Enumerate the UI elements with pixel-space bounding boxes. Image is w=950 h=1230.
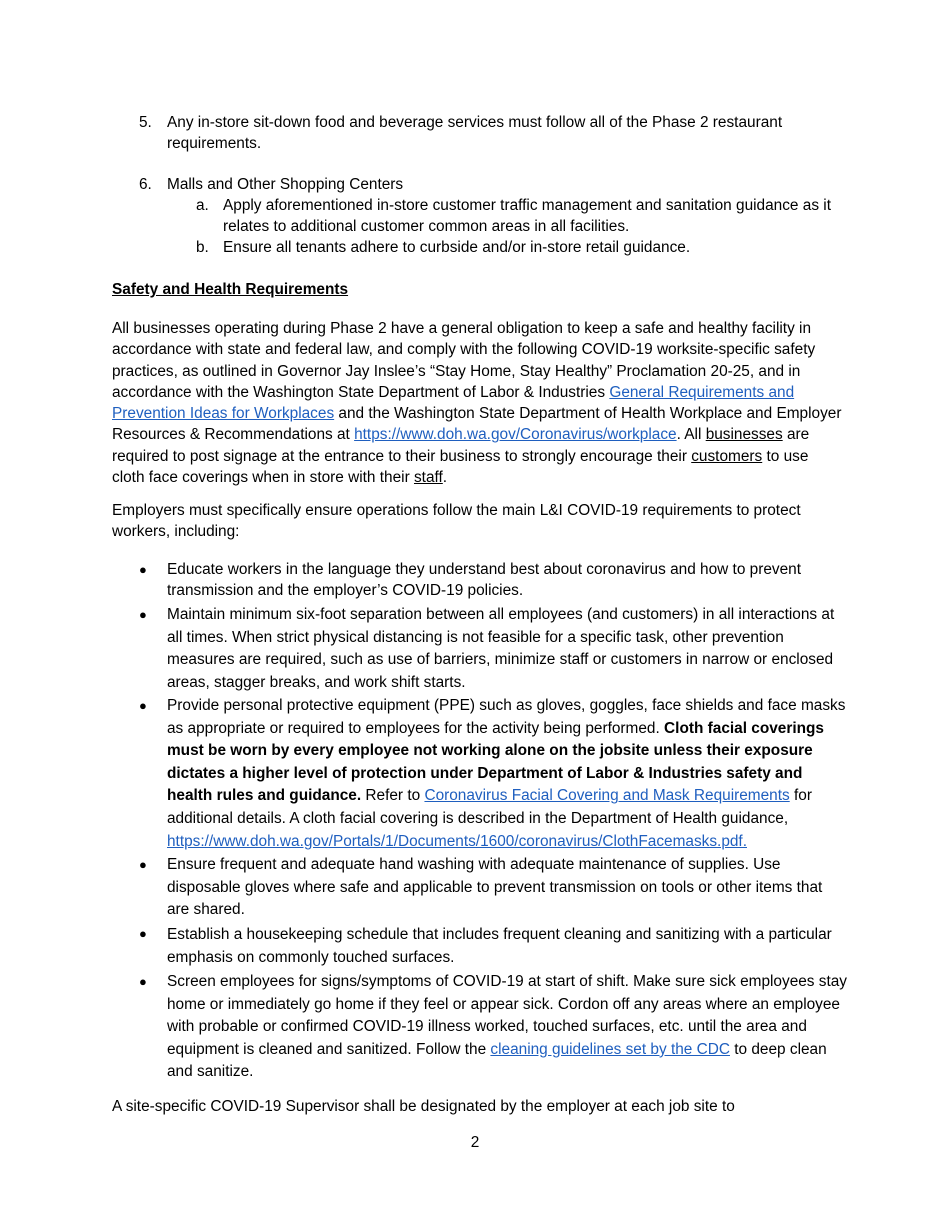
bullet-icon: ● (139, 562, 147, 577)
cdc-cleaning-guidelines-link[interactable]: cleaning guidelines set by the CDC (490, 1040, 730, 1058)
facial-covering-link[interactable]: Coronavirus Facial Covering and Mask Requirements (424, 787, 790, 805)
screen-text-2: to deep clean and sanitize. (167, 1040, 827, 1081)
para1-text-3: . All (676, 426, 706, 444)
para1-text-5: to use cloth face coverings when in store with their (112, 447, 809, 487)
screen-text-1: Screen employees for signs/symptoms of COVID-19 at start of shift. Make sure sick employees stay home or immediately go home if they feel or appear sick. Cordon off any areas where an employee with probable or confirmed COVID-19 illness worked, touched surfaces, etc. until the area and equipment is cleaned and sanitized. Follow the (167, 973, 848, 1058)
list-item-6-text: Malls and Other Shopping Centers (167, 176, 404, 193)
page-number: 2 (470, 1134, 480, 1151)
sub-item-a-letter: a. (196, 197, 209, 214)
bullet-hand-washing: Ensure frequent and adequate hand washing with adequate maintenance of supplies. Use disposable gloves where safe and applicable to prevent transmission on tools or other items that are shared. (167, 856, 823, 919)
list-number-5: 5. (139, 114, 152, 131)
sub-item-b-text: Ensure all tenants adhere to curbside and/or in-store retail guidance. (223, 239, 691, 256)
para1-text-1: All businesses operating during Phase 2 have a general obligation to keep a safe and healthy facility in accordance with state and federal law, and comply with the following COVID-19 worksite-specific safety practices, as outlined in Governor Jay Inslee’s “Stay Home, Stay Healthy” Proclamation 20-25, and in accordance with the Washington State Department of Labor & Industries (112, 320, 816, 401)
para1-text-4: are required to post signage at the entrance to their business to strongly encourage their (112, 426, 810, 465)
bullet-housekeeping: Establish a housekeeping schedule that includes frequent cleaning and sanitizing with a particular emphasis on commonly touched surfaces. (167, 926, 832, 966)
customers-underlined: customers (691, 447, 763, 465)
cloth-facemasks-url-link[interactable]: https://www.doh.wa.gov/Portals/1/Documents/1600/coronavirus/ClothFacemasks.pdf. (167, 832, 747, 850)
doh-workplace-link[interactable]: https://www.doh.wa.gov/Coronavirus/workplace (354, 426, 677, 444)
ppe-bold-text: Cloth facial coverings must be worn by every employee not working alone on the jobsite unless their exposure dictates a higher level of protection under Department of Labor & Industries safety and health rules and guidance. (167, 719, 824, 805)
bullet-icon: ● (139, 926, 147, 941)
obligation-paragraph (112, 318, 842, 488)
bullet-icon: ● (139, 698, 147, 713)
ppe-text-2: Refer to (361, 787, 425, 805)
general-requirements-link[interactable]: General Requirements and Prevention Ideas for Workplaces (112, 383, 795, 423)
ppe-text-1: Provide personal protective equipment (PPE) such as gloves, goggles, face shields and face masks as appropriate or required to employees for the activity being performed. (167, 697, 846, 737)
staff-underlined: staff (413, 469, 443, 487)
bullet-icon: ● (139, 857, 147, 872)
ppe-text-3: for additional details. A cloth facial covering is described in the Department of Health guidance, (167, 787, 812, 827)
employers-paragraph: Employers must specifically ensure operations follow the main L&I COVID-19 requirements to protect workers, including: (112, 502, 801, 541)
bullet-six-foot-separation: Maintain minimum six-foot separation between all employees (and customers) in all interactions at all times. When strict physical distancing is not feasible for a specific task, other prevention measures are required, such as use of barriers, minimize staff or customers in narrow or enclosed areas, stagger breaks, and work shift starts. (167, 606, 835, 691)
bullet-ppe (167, 695, 847, 853)
bullet-icon: ● (139, 607, 147, 622)
para1-text-6: . (442, 469, 448, 487)
sub-item-b-letter: b. (196, 239, 209, 256)
para1-text-2: and the Washington State Department of Health Workplace and Employer Resources & Recommendations at (112, 405, 842, 444)
list-item-5-text: Any in-store sit-down food and beverage services must follow all of the Phase 2 restaurant requirements. (167, 114, 783, 153)
bullet-screen-employees (167, 971, 847, 1084)
list-number-6: 6. (139, 176, 152, 193)
bullet-icon: ● (139, 974, 147, 989)
covid-supervisor-line: A site-specific COVID-19 Supervisor shall be designated by the employer at each job site to (112, 1098, 735, 1115)
section-heading: Safety and Health Requirements (112, 281, 349, 298)
bullet-educate-workers: Educate workers in the language they understand best about coronavirus and how to prevent transmission and the employer’s COVID-19 policies. (167, 561, 801, 600)
businesses-underlined: businesses (705, 426, 783, 444)
sub-item-a-text: Apply aforementioned in-store customer traffic management and sanitation guidance as it relates to additional customer common areas in all facilities. (223, 197, 831, 236)
